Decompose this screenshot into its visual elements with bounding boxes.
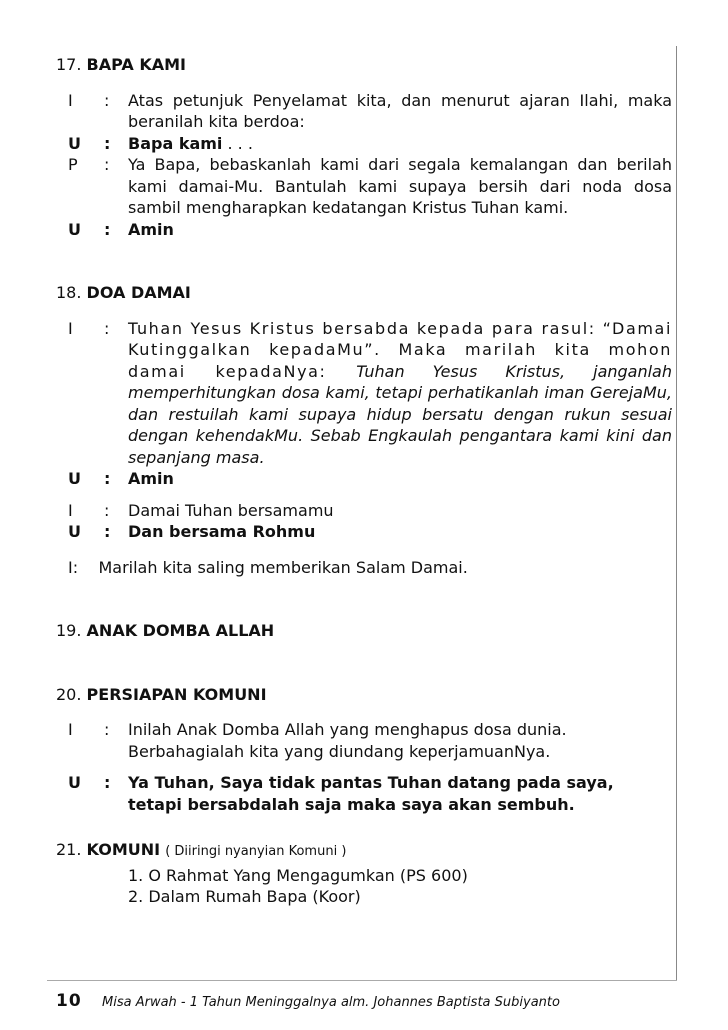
liturgy-line: [56, 772, 672, 815]
speaker-label: I: [68, 318, 73, 338]
liturgy-line: [56, 154, 672, 219]
section-number: 21.: [56, 840, 82, 859]
page-footer: [56, 991, 676, 1011]
speaker-label: U: [68, 133, 81, 153]
section-number: 17.: [56, 55, 82, 74]
speaker-colon: :: [104, 318, 110, 338]
speaker-colon: :: [104, 90, 110, 110]
section-title-anak-domba-allah: [56, 620, 672, 642]
line-text: Dan bersama Rohmu: [128, 522, 316, 541]
liturgy-line: [56, 318, 672, 469]
line-text-bold: Bapa kami: [128, 133, 223, 153]
speaker-label: U: [68, 219, 81, 239]
section-title-komuni: [56, 839, 672, 863]
line-text-italic: Tuhan Yesus Kristus, janganlah memperhitungkan dosa kami, tetapi perhatikanlah iman GerejaMu, dan restuilah kami supaya hidup bersatu dengan rukun sesuai dengan kehendakMu. Sebab Engkaulah pengantara kami kini dan sepanjang masa.: [128, 361, 672, 467]
speaker-colon: :: [104, 469, 111, 488]
liturgy-line: [56, 90, 672, 133]
liturgy-line: [56, 557, 672, 579]
document-content: [56, 54, 672, 908]
line-text: Atas petunjuk Penyelamat kita, dan menurut ajaran Ilahi, maka beranilah kita berdoa:: [128, 90, 672, 131]
section-heading: KOMUNI: [86, 840, 161, 859]
speaker-colon: :: [104, 155, 110, 174]
speaker-colon: :: [104, 133, 111, 153]
line-text: Amin: [128, 469, 174, 488]
section-title-bapa-kami: [56, 54, 672, 76]
speaker-label: U: [68, 522, 81, 541]
speaker-label: I: [68, 500, 73, 520]
section-title-doa-damai: [56, 282, 672, 304]
page-number: 10: [56, 991, 82, 1011]
section-title-persiapan-komuni: [56, 684, 672, 706]
section-note: ( Diiringi nyanyian Komuni ): [165, 844, 347, 859]
speaker-label: I: [68, 90, 73, 110]
section-heading: PERSIAPAN KOMUNI: [86, 684, 267, 704]
liturgy-line: [56, 133, 672, 155]
section-heading: DOA DAMAI: [86, 283, 191, 302]
line-text: Inilah Anak Domba Allah yang menghapus dosa dunia. Berbahagialah kita yang diundang keperjamuanNya.: [128, 720, 567, 761]
line-text: Amin: [128, 219, 174, 239]
line-text: Tuhan Yesus Kristus bersabda kepada para rasul: “Damai Kutinggalkan kepadaMu”. Maka marilah kita mohon damai kepadaNya:: [128, 318, 672, 381]
section-heading: BAPA KAMI: [86, 55, 186, 74]
section-number: 19.: [56, 621, 82, 640]
liturgy-line: [56, 468, 672, 490]
line-text-rest: . . .: [222, 133, 253, 153]
speaker-colon: :: [104, 720, 110, 739]
liturgy-line: [56, 521, 672, 543]
speaker-label: U: [68, 773, 81, 792]
section-heading: ANAK DOMBA ALLAH: [86, 621, 275, 640]
speaker-colon: :: [104, 522, 111, 541]
line-text: Ya Bapa, bebaskanlah kami dari segala kemalangan dan berilah kami damai-Mu. Bantulah kami supaya bersih dari noda dosa sambil mengharapkan kedatangan Kristus Tuhan kami.: [128, 155, 672, 217]
speaker-colon: :: [104, 773, 111, 792]
line-text: Marilah kita saling memberikan Salam Damai.: [98, 557, 468, 577]
page-border-bottom: [47, 980, 677, 981]
liturgy-line: [56, 219, 672, 241]
speaker-label: U: [68, 469, 81, 488]
speaker-colon: :: [104, 219, 111, 239]
section-number: 20.: [56, 684, 82, 704]
section-number: 18.: [56, 283, 82, 302]
liturgy-line: [56, 719, 672, 762]
line-text: Ya Tuhan, Saya tidak pantas Tuhan datang pada saya, tetapi bersabdalah saja maka saya akan sembuh.: [128, 773, 614, 814]
liturgy-line: [56, 500, 672, 522]
footer-title: Misa Arwah - 1 Tahun Meninggalnya alm. Johannes Baptista Subiyanto: [102, 995, 560, 1010]
speaker-colon: :: [104, 500, 110, 520]
speaker-label: I:: [68, 557, 79, 577]
song-item: 2. Dalam Rumah Bapa (Koor): [128, 887, 361, 906]
speaker-label: P: [68, 155, 78, 174]
page-border-right: [676, 46, 677, 981]
song-item: 1. O Rahmat Yang Mengagumkan (PS 600): [128, 865, 468, 885]
song-list: [56, 865, 672, 908]
line-text: Damai Tuhan bersamamu: [128, 500, 334, 520]
speaker-label: I: [68, 720, 73, 739]
